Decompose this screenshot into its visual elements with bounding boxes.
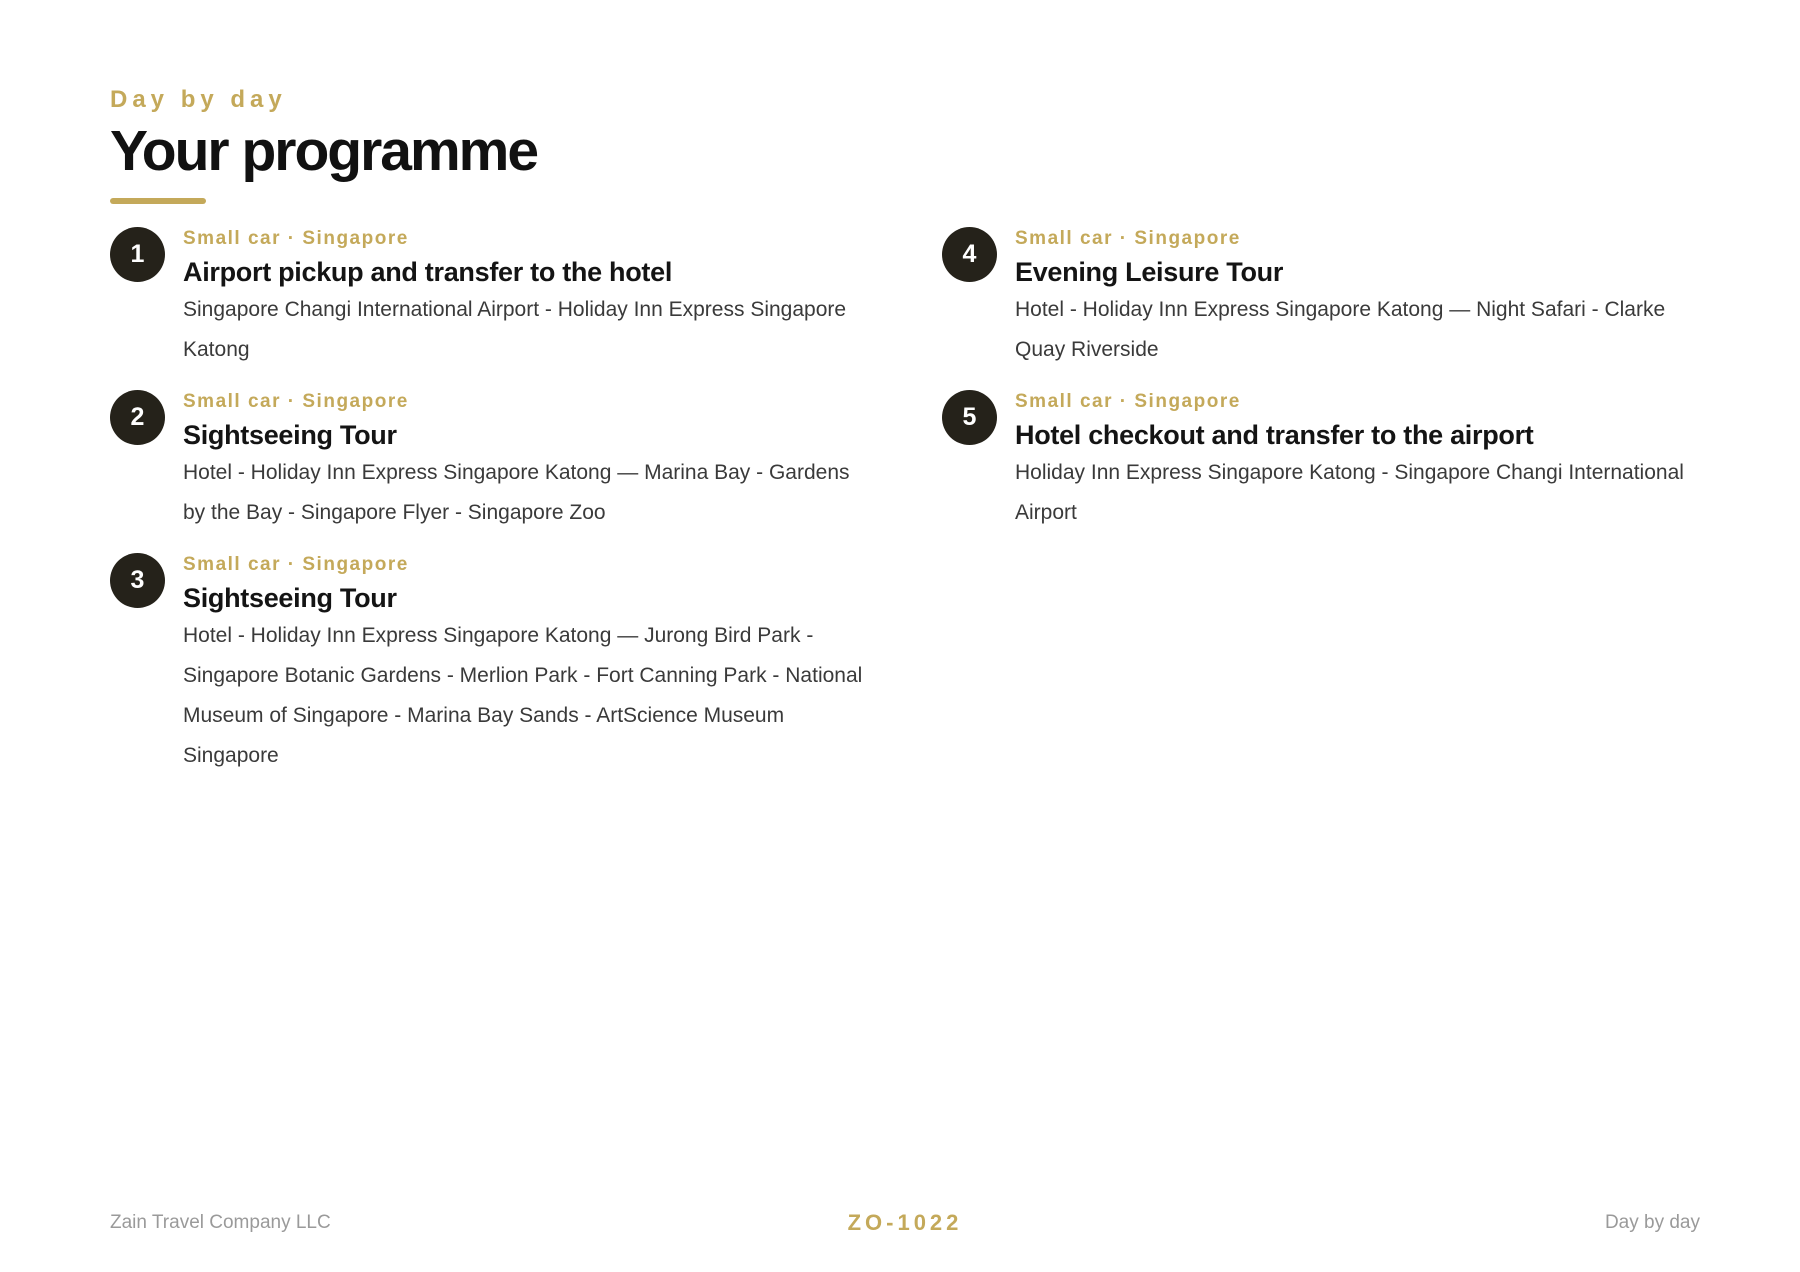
day-number-badge: 1 — [110, 227, 165, 282]
day-item-1 — [110, 226, 870, 370]
day-title: Sightseeing Tour — [183, 583, 397, 613]
day-item-5 — [942, 389, 1702, 533]
itinerary-column-left — [110, 226, 870, 795]
day-title: Evening Leisure Tour — [1015, 257, 1284, 287]
day-route: Hotel - Holiday Inn Express Singapore Katong — Marina Bay - Gardens by the Bay - Singapore Flyer - Singapore Zoo — [183, 461, 850, 524]
title-underline — [110, 198, 206, 204]
day-route: Hotel - Holiday Inn Express Singapore Katong — Night Safari - Clarke Quay Riverside — [1015, 298, 1666, 361]
day-route: Hotel - Holiday Inn Express Singapore Katong — Jurong Bird Park - Singapore Botanic Gardens - Merlion Park - Fort Canning Park - National Museum of Singapore - Marina Bay Sands - ArtScience Museum Singapore — [183, 624, 863, 767]
day-title: Hotel checkout and transfer to the airport — [1015, 420, 1534, 450]
day-route: Holiday Inn Express Singapore Katong - Singapore Changi International Airport — [1015, 461, 1684, 524]
section-eyebrow: Day by day — [110, 86, 287, 113]
day-number-badge: 5 — [942, 390, 997, 445]
page-footer — [110, 1210, 1700, 1240]
day-item-4 — [942, 226, 1702, 370]
footer-section-label: Day by day — [1604, 1212, 1700, 1233]
day-title: Airport pickup and transfer to the hotel — [183, 257, 673, 287]
day-vehicle-location: Small car · Singapore — [183, 554, 409, 575]
day-item-2 — [110, 389, 870, 533]
day-title: Sightseeing Tour — [183, 420, 397, 450]
itinerary-column-right — [942, 226, 1702, 552]
page-title: Your programme — [110, 119, 538, 183]
day-vehicle-location: Small car · Singapore — [183, 391, 409, 412]
day-item-3 — [110, 552, 870, 776]
day-number-badge: 3 — [110, 553, 165, 608]
day-route: Singapore Changi International Airport - Holiday Inn Express Singapore Katong — [183, 298, 847, 361]
day-vehicle-location: Small car · Singapore — [1015, 391, 1241, 412]
itinerary-columns — [110, 226, 1700, 786]
day-vehicle-location: Small car · Singapore — [1015, 228, 1241, 249]
day-number-badge: 2 — [110, 390, 165, 445]
day-number-badge: 4 — [942, 227, 997, 282]
footer-company-name: Zain Travel Company LLC — [110, 1212, 331, 1233]
footer-reference-code: ZO-1022 — [847, 1210, 963, 1235]
programme-page — [110, 0, 1700, 1272]
day-vehicle-location: Small car · Singapore — [183, 228, 409, 249]
